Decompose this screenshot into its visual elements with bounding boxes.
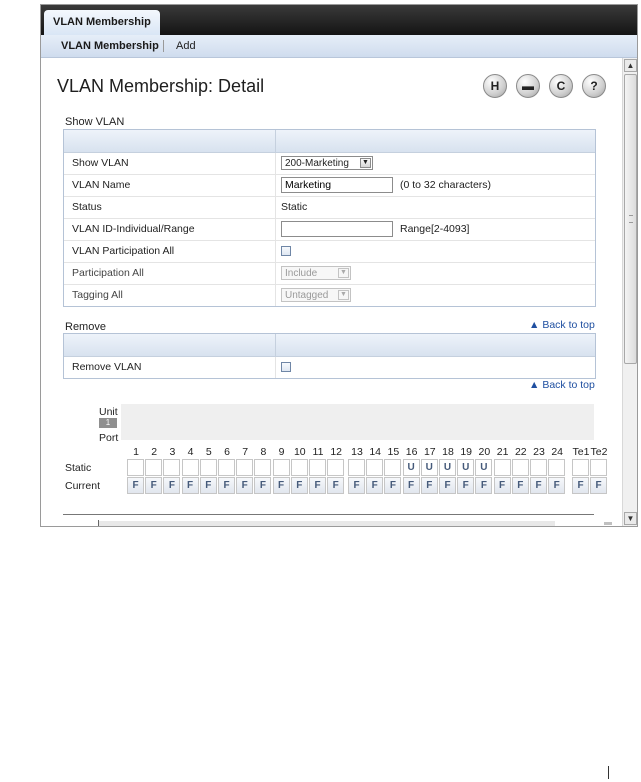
remove-section-title: Remove <box>65 321 106 333</box>
port-number: Te2 <box>590 446 608 458</box>
vlan-name-input[interactable] <box>281 177 393 193</box>
current-port-cell: F <box>590 477 607 494</box>
static-port-cell[interactable] <box>366 459 383 476</box>
port-number: 4 <box>187 446 194 458</box>
vlan-id-range-hint: Range[2-4093] <box>400 223 470 235</box>
vlan-participation-all-label: VLAN Participation All <box>72 245 175 257</box>
chevron-down-icon: ▼ <box>338 290 349 300</box>
refresh-icon[interactable]: C <box>549 74 573 98</box>
back-to-top-link[interactable]: ▲ Back to top <box>529 319 595 331</box>
static-port-cell[interactable] <box>530 459 547 476</box>
port-number: 14 <box>369 446 382 458</box>
static-port-cell[interactable] <box>236 459 253 476</box>
save-icon[interactable]: H <box>483 74 507 98</box>
current-port-cell: F <box>572 477 589 494</box>
port-number: 6 <box>224 446 230 458</box>
current-port-cell: F <box>254 477 271 494</box>
outer-scroll-stub <box>604 522 612 525</box>
static-port-cell[interactable] <box>512 459 529 476</box>
current-port-cell: F <box>273 477 290 494</box>
show-vlan-label: Show VLAN <box>72 157 129 169</box>
static-port-cell[interactable] <box>127 459 144 476</box>
main-content <box>41 58 622 526</box>
status-value: Static <box>281 201 308 213</box>
port-number: 24 <box>551 446 564 458</box>
unit-label: Unit <box>99 406 118 418</box>
remove-vlan-checkbox[interactable] <box>281 362 291 372</box>
port-number: 7 <box>242 446 249 458</box>
port-number: 9 <box>278 446 285 458</box>
current-label: Current <box>65 480 101 492</box>
row-tagging-all <box>64 285 595 306</box>
current-port-cell: F <box>200 477 217 494</box>
help-icon[interactable]: ? <box>582 74 606 98</box>
static-port-cell[interactable]: U <box>421 459 438 476</box>
static-port-cell[interactable]: U <box>439 459 456 476</box>
current-port-cell: F <box>421 477 438 494</box>
vlan-id-range-label: VLAN ID-Individual/Range <box>72 223 195 235</box>
participation-all-selected-value: Include <box>285 268 318 279</box>
tagging-all-label: Tagging All <box>72 289 123 301</box>
participation-all-select[interactable] <box>281 266 351 280</box>
port-number: 13 <box>351 446 363 458</box>
current-port-cell: F <box>236 477 253 494</box>
remove-vlan-label: Remove VLAN <box>72 361 142 373</box>
chevron-down-icon: ▼ <box>338 268 349 278</box>
back-to-top-text-2: Back to top <box>542 379 595 391</box>
show-vlan-selected-value: 200-Marketing <box>285 158 349 169</box>
current-port-cell: F <box>384 477 401 494</box>
static-port-cell[interactable]: U <box>403 459 420 476</box>
port-number: 1 <box>133 446 139 458</box>
row-remove-vlan <box>64 357 595 378</box>
bottom-panel-edge <box>99 521 555 526</box>
static-port-cell[interactable] <box>254 459 271 476</box>
static-port-cell[interactable] <box>309 459 326 476</box>
port-number: 21 <box>496 446 509 458</box>
current-port-cell: F <box>530 477 547 494</box>
chevron-down-icon: ▼ <box>360 158 371 168</box>
page-margin-mark <box>608 766 609 779</box>
current-port-cell: F <box>512 477 529 494</box>
vlan-name-hint: (0 to 32 characters) <box>400 179 492 191</box>
scroll-down-icon[interactable]: ▼ <box>624 512 637 525</box>
row-participation-all <box>64 263 595 285</box>
static-port-cell[interactable] <box>590 459 607 476</box>
static-port-cell[interactable]: U <box>457 459 474 476</box>
unit-band <box>121 404 594 440</box>
row-vlan-name <box>64 175 595 197</box>
static-port-cell[interactable] <box>273 459 290 476</box>
unit-button[interactable]: 1 <box>99 418 117 428</box>
row-vlan-participation-all <box>64 241 595 263</box>
current-port-cell: F <box>309 477 326 494</box>
vlan-name-label: VLAN Name <box>72 179 131 191</box>
tab-vlan-membership[interactable]: VLAN Membership <box>44 10 160 35</box>
current-port-cell: F <box>494 477 511 494</box>
port-membership-grid <box>63 404 608 498</box>
port-number: 23 <box>533 446 545 458</box>
static-port-cell[interactable] <box>494 459 511 476</box>
port-number: 11 <box>312 446 324 458</box>
static-label: Static <box>65 462 92 474</box>
static-port-cell[interactable] <box>348 459 365 476</box>
app-window <box>40 4 638 527</box>
scroll-up-icon[interactable]: ▲ <box>624 59 637 72</box>
port-number: 5 <box>205 446 212 458</box>
subnav-vlan-membership[interactable]: VLAN Membership <box>61 40 159 52</box>
port-number: 12 <box>330 446 343 458</box>
back-to-top-text: Back to top <box>542 319 595 331</box>
scrollbar-thumb[interactable] <box>624 74 637 364</box>
port-number: 10 <box>293 446 306 458</box>
port-label: Port <box>99 432 119 444</box>
port-number: 3 <box>169 446 176 458</box>
vlan-id-range-input[interactable] <box>281 221 393 237</box>
port-number: 22 <box>514 446 527 458</box>
static-port-cell[interactable] <box>163 459 180 476</box>
tagging-all-select[interactable] <box>281 288 351 302</box>
panel-header <box>64 334 595 357</box>
current-port-cell: F <box>163 477 180 494</box>
status-label: Status <box>72 201 102 213</box>
current-port-cell: F <box>218 477 235 494</box>
static-port-cell[interactable] <box>572 459 589 476</box>
static-port-cell[interactable] <box>182 459 199 476</box>
static-port-cell[interactable] <box>327 459 344 476</box>
static-port-cell[interactable] <box>218 459 235 476</box>
port-number: 17 <box>423 446 436 458</box>
current-port-cell: F <box>291 477 308 494</box>
current-port-cell: F <box>548 477 565 494</box>
static-port-cell[interactable]: U <box>475 459 492 476</box>
current-port-cell: F <box>182 477 199 494</box>
subnav-add[interactable]: Add <box>176 40 196 52</box>
show-vlan-panel <box>63 129 596 307</box>
static-port-cell[interactable] <box>200 459 217 476</box>
current-port-cell: F <box>403 477 420 494</box>
port-number: 8 <box>260 446 267 458</box>
panel-header <box>64 130 595 153</box>
row-show-vlan <box>64 153 595 175</box>
current-port-cell: F <box>348 477 365 494</box>
static-port-cell[interactable] <box>548 459 565 476</box>
static-port-cell[interactable] <box>145 459 162 476</box>
port-number: 20 <box>478 446 491 458</box>
bottom-divider <box>63 514 594 515</box>
top-tab-bar <box>41 5 637 35</box>
port-number: 15 <box>387 446 400 458</box>
show-vlan-select[interactable] <box>281 156 373 170</box>
row-status <box>64 197 595 219</box>
port-number: Te1 <box>572 446 590 458</box>
port-number: 19 <box>460 446 473 458</box>
current-port-cell: F <box>457 477 474 494</box>
show-vlan-section-title: Show VLAN <box>65 116 125 128</box>
current-port-cell: F <box>475 477 492 494</box>
participation-all-label: Participation All <box>72 267 144 279</box>
port-number: 2 <box>151 446 158 458</box>
current-port-cell: F <box>327 477 344 494</box>
remove-panel <box>63 333 596 379</box>
current-port-cell: F <box>127 477 144 494</box>
vlan-participation-all-checkbox[interactable] <box>281 246 291 256</box>
subnav-divider <box>163 40 164 52</box>
port-number: 16 <box>405 446 418 458</box>
sub-navigation <box>41 35 637 58</box>
page-title: VLAN Membership: Detail <box>57 76 265 96</box>
print-icon[interactable]: ▬ <box>516 74 540 98</box>
static-port-cell[interactable] <box>384 459 401 476</box>
current-port-cell: F <box>439 477 456 494</box>
port-number: 18 <box>442 446 454 458</box>
vertical-scrollbar[interactable] <box>622 58 638 526</box>
current-port-cell: F <box>145 477 162 494</box>
static-port-cell[interactable] <box>291 459 308 476</box>
back-to-top-link-2[interactable]: ▲ Back to top <box>529 379 595 391</box>
row-vlan-id-range <box>64 219 595 241</box>
current-port-cell: F <box>366 477 383 494</box>
tagging-all-selected-value: Untagged <box>285 290 329 301</box>
